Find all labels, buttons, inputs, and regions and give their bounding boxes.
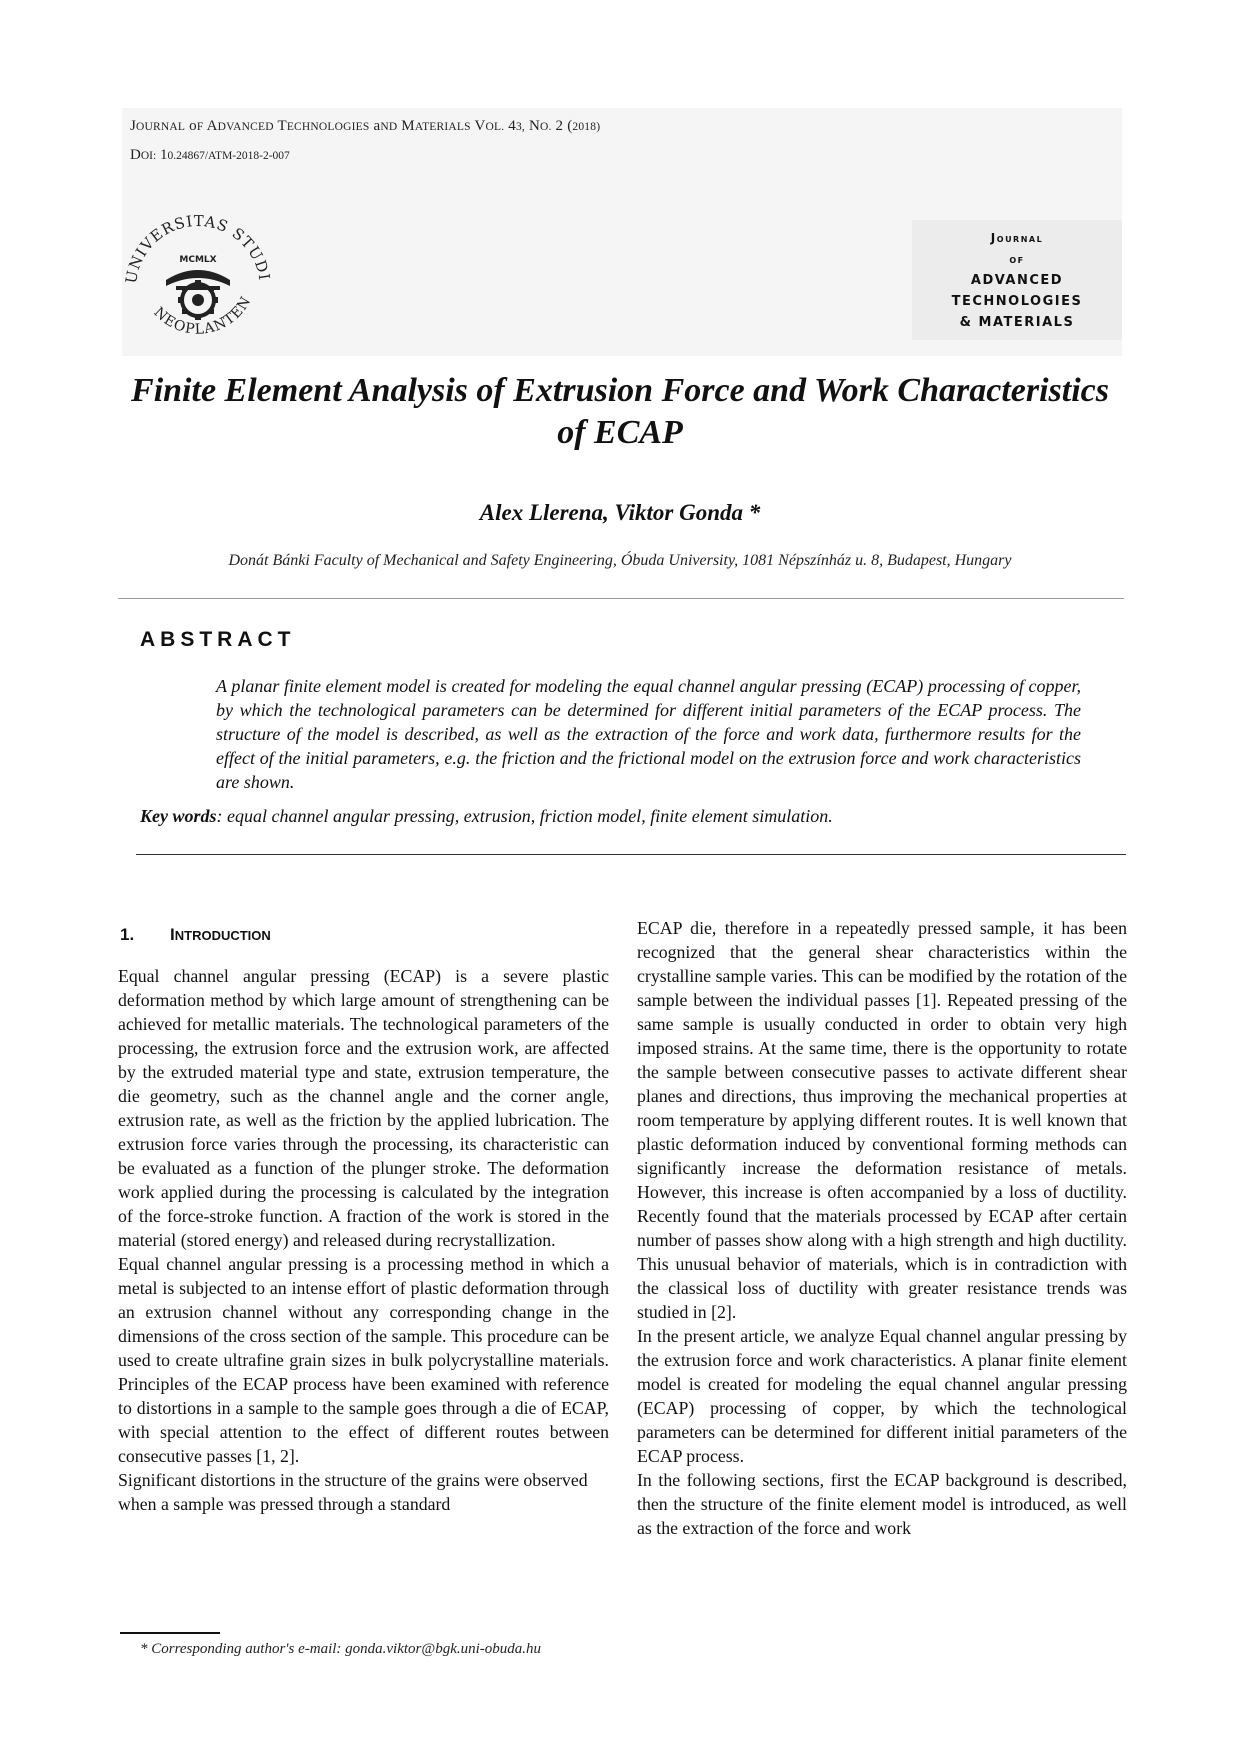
section-number: 1. bbox=[120, 925, 135, 944]
svg-text:NEOPLANTENSIS: NEOPLANTEN bbox=[150, 293, 255, 338]
keywords-list: : equal channel angular pressing, extrusion, friction model, finite element simulation. bbox=[216, 806, 833, 826]
body-paragraph: In the present article, we analyze Equal channel angular pressing by the extrusion force and work characteristics. A planar finite element model is created for modeling the equal channel angular pressing (ECAP) processing of copper, by which the technological parameters can be determined for different initial parameters of the ECAP process. bbox=[637, 1326, 1127, 1466]
divider bbox=[118, 598, 1124, 599]
journal-citation: JOURNAL oF ADVANCED TECHNOLOGIES aND MATERIALS VOL. 43, NO. 2 (2018) bbox=[130, 118, 601, 134]
journal-logo-line: Journal bbox=[990, 231, 1044, 245]
author-affiliation: Donát Bánki Faculty of Mechanical and Safety Engineering, Óbuda University, 1081 Népszínház u. 8, Budapest, Hungary bbox=[228, 552, 1012, 569]
journal-logo bbox=[912, 220, 1122, 340]
footnote-rule bbox=[120, 1632, 220, 1634]
seal-icon bbox=[118, 200, 278, 350]
right-column bbox=[637, 916, 1127, 1540]
body-paragraph: In the following sections, first the ECAP background is described, then the structure of the finite element model is introduced, as well as the extraction of the force and work bbox=[637, 1470, 1127, 1538]
journal-logo-line: TECHNOLOGIES bbox=[951, 294, 1083, 309]
doi-line: DOI: 10.24867/ATM-2018-2-007 bbox=[130, 147, 290, 163]
paper-title: Finite Element Analysis of Extrusion Force and Work Characteristics of ECAP bbox=[131, 372, 1109, 451]
svg-text:MCMLX: MCMLX bbox=[179, 255, 217, 265]
keywords-label: Key words bbox=[140, 806, 217, 826]
divider bbox=[136, 854, 1126, 855]
body-paragraph: Significant distortions in the structure of the grains were observed when a sample was pressed through a standard bbox=[118, 1470, 588, 1514]
journal-logo-line: ADVANCED bbox=[970, 273, 1064, 288]
paper-authors: Alex Llerena, Viktor Gonda * bbox=[479, 500, 761, 525]
keywords bbox=[140, 806, 1100, 827]
section-heading bbox=[120, 925, 271, 945]
left-column bbox=[118, 964, 609, 1516]
svg-text:UNIVERSITAS STUDIORUM: UNIVERSITAS STUDI bbox=[121, 211, 274, 285]
university-seal-logo bbox=[118, 200, 278, 350]
body-paragraph: ECAP die, therefore in a repeatedly pressed sample, it has been recognized that the general shear characteristics within the crystalline sample varies. This can be modified by the rotation of the sample between the individual passes [1]. Repeated pressing of the same sample is usually conducted in order to obtain very high imposed strains. At the same time, there is the opportunity to rotate the sample between consecutive passes to activate different shear planes and directions, thus improving the mechanical properties at room temperature by applying different routes. It is well known that plastic deformation induced by conventional forming methods can significantly increase the deformation resistance of metals. However, this increase is often accompanied by a loss of ductility. Recently found that the materials processed by ECAP after certain number of passes show along with a high strength and high ductility. This unusual behavior of materials, which is in contradiction with the classical loss of ductility with greater resistance trends was studied in [2]. bbox=[637, 918, 1127, 1322]
abstract-heading: ABSTRACT bbox=[140, 628, 296, 651]
abstract-text: A planar finite element model is created for modeling the equal channel angular pressing (ECAP) processing of copper, by which the technological parameters can be determined for different initial parameters of the ECAP process. The structure of the model is described, as well as the extraction of the force and work data, furthermore results for the effect of the initial parameters, e.g. the friction and the frictional model on the extrusion force and work characteristics are shown. bbox=[216, 676, 1081, 792]
journal-logo-line: & MATERIALS bbox=[959, 315, 1075, 330]
body-paragraph: Equal channel angular pressing is a processing method in which a metal is subjected to an intense effort of plastic deformation through an extrusion channel without any corresponding change in the dimensions of the cross section of the sample. This procedure can be used to create ultrafine grain sizes in bulk polycrystalline materials. Principles of the ECAP process have been examined with reference to distortions in a sample to the sample goes through a die of ECAP, with special attention to the effect of different routes between consecutive passes [1, 2]. bbox=[118, 1254, 609, 1466]
section-title: INTRODUCTION bbox=[170, 925, 271, 944]
body-paragraph: Equal channel angular pressing (ECAP) is a severe plastic deformation method by which large amount of strengthening can be achieved for metallic materials. The technological parameters of the processing, the extrusion force and the extrusion work, are affected by the extruded material type and state, extrusion temperature, the die geometry, such as the channel angle and the corner angle, extrusion rate, as well as the friction by the applied lubrication. The extrusion force varies through the processing, its characteristic can be evaluated as a function of the plunger stroke. The deformation work applied during the processing is calculated by the integration of the force-stroke function. A fraction of the work is stored in the material (stored energy) and released during recrystallization. bbox=[118, 966, 609, 1250]
journal-logo-line: of bbox=[1009, 252, 1025, 266]
footnote: * Corresponding author's e-mail: gonda.viktor@bgk.uni-obuda.hu bbox=[140, 1641, 542, 1657]
